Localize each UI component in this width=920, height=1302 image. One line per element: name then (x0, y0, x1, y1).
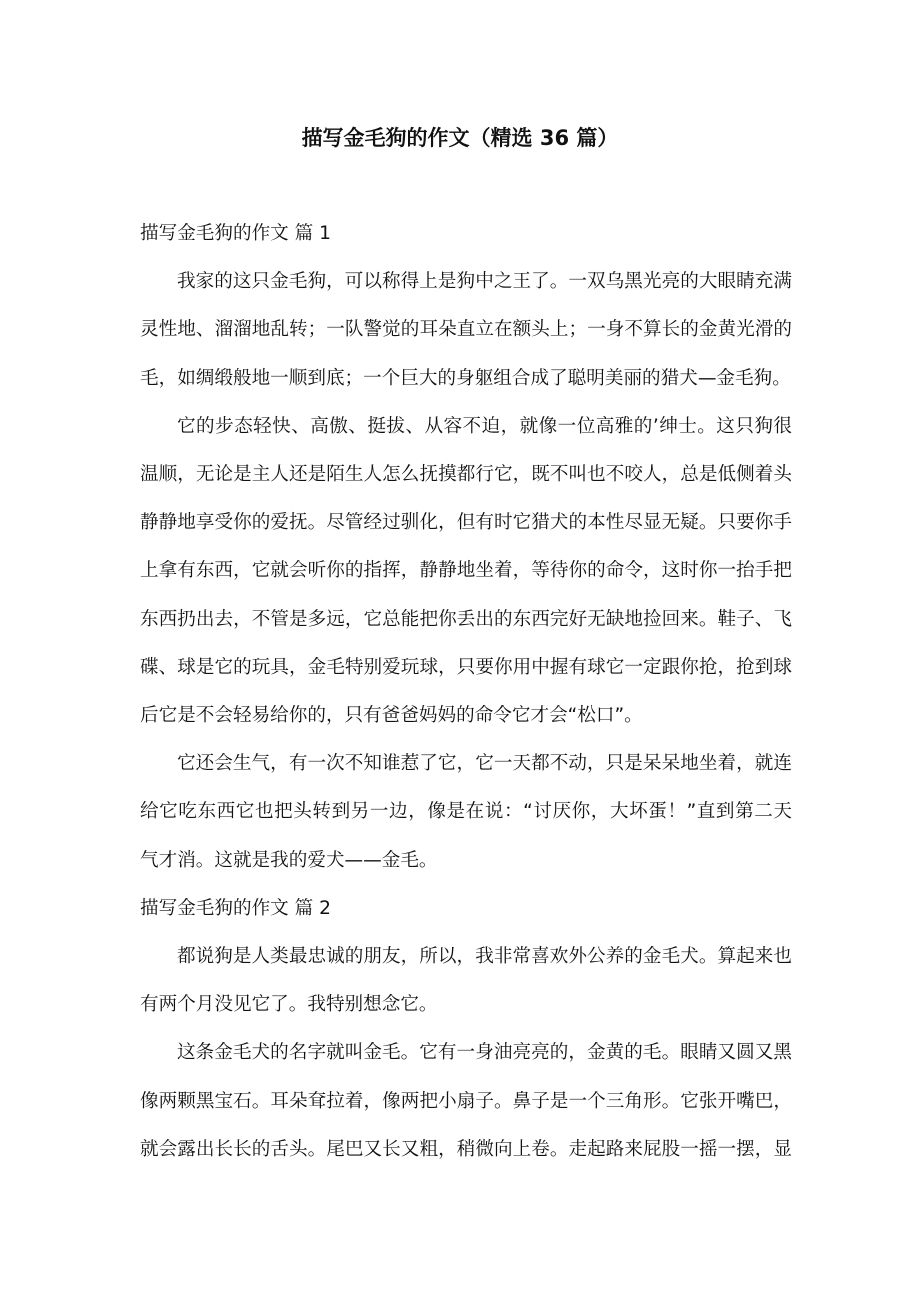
paragraph-line: 气才消。这就是我的爱犬——金毛。 (140, 849, 438, 871)
paragraph-line: 都说狗是人类最忠诚的朋友，所以，我非常喜欢外公养的金毛犬。算起来也 (177, 946, 792, 968)
paragraph-line: 碟、球是它的玩具，金毛特别爱玩球，只要你用中握有球它一定跟你抢，抢到球 (140, 656, 792, 678)
paragraph-line: 像两颗黑宝石。耳朵耷拉着，像两把小扇子。鼻子是一个三角形。它张开嘴巴， (140, 1090, 792, 1112)
paragraph-line: 它还会生气，有一次不知谁惹了它，它一天都不动，只是呆呆地坐着，就连 (177, 753, 792, 775)
paragraph-line: 有两个月没见它了。我特别想念它。 (140, 994, 438, 1016)
paragraph-line: 温顺，无论是主人还是陌生人怎么抚摸都行它，既不叫也不咬人，总是低侧着头 (140, 464, 792, 486)
document-body (140, 210, 792, 1174)
paragraph-line: 我家的这只金毛狗，可以称得上是狗中之王了。一双乌黑光亮的大眼睛充满 (177, 271, 792, 293)
paragraph-line: 毛，如绸缎般地一顺到底；一个巨大的身躯组合成了聪明美丽的猎犬—金毛狗。 (140, 367, 791, 389)
paragraph-line: 灵性地、溜溜地乱转；一队警觉的耳朵直立在额头上；一身不算长的金黄光滑的 (140, 319, 792, 341)
paragraph-line: 上拿有东西，它就会听你的指挥，静静地坐着，等待你的命令，这时你一抬手把 (140, 560, 792, 582)
section-heading: 描写金毛狗的作文 篇 1 (140, 223, 331, 244)
section-heading: 描写金毛狗的作文 篇 2 (140, 897, 331, 919)
paragraph-line: 它的步态轻快、高傲、挺拔、从容不迫，就像一位高雅的’绅士。这只狗很 (177, 415, 792, 437)
paragraph-line: 这条金毛犬的名字就叫金毛。它有一身油亮亮的，金黄的毛。眼睛又圆又黑 (177, 1042, 792, 1064)
paragraph-line: 给它吃东西它也把头转到另一边，像是在说：“讨厌你，大坏蛋！”直到第二天 (140, 801, 792, 823)
paragraph-line: 后它是不会轻易给你的，只有爸爸妈妈的命令它才会“松口”。 (140, 705, 643, 727)
paragraph-line: 就会露出长长的舌头。尾巴又长又粗，稍微向上卷。走起路来屁股一摇一摆，显 (140, 1138, 792, 1160)
document-title: 描写金毛狗的作文（精选 36 篇） (301, 126, 619, 150)
paragraph-line: 东西扔出去，不管是多远，它总能把你丢出的东西完好无缺地捡回来。鞋子、飞 (140, 608, 792, 630)
paragraph-line: 静静地享受你的爱抚。尽管经过驯化，但有时它猎犬的本性尽显无疑。只要你手 (140, 512, 792, 534)
